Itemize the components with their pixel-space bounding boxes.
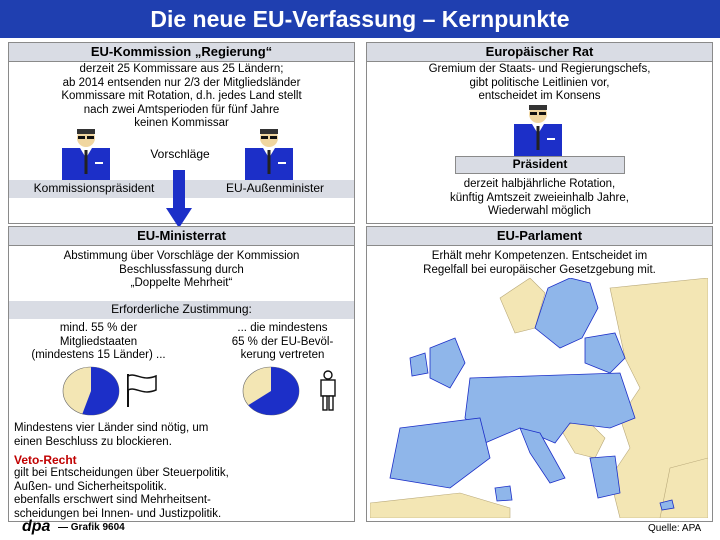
erforderlich-label: Erforderliche Zustimmung: [111,302,252,316]
ministerrat-header: EU-Ministerrat [9,227,354,246]
rat-praesident-text [367,178,712,219]
text-line: Abstimmung über Vorschläge der Kommission [63,250,300,262]
blocking-text [14,422,349,449]
grafik-label: — Grafik 9604 [58,522,125,533]
text-line: Wiederwahl möglich [488,205,591,217]
text-line: nach zwei Amtsperioden für fünf Jahre [83,103,280,116]
parlament-header: EU-Parlament [367,227,712,246]
text-line: kerung vertreten [240,349,325,361]
veto-title: Veto-Recht [14,453,77,467]
page-title: Die neue EU-Verfassung – Kernpunkte [150,6,570,32]
text-line: künftig Amtszeit zweieinhalb Jahre, [450,191,629,204]
text-line: Regelfall bei europäischer Gesetzgebung mit. [423,263,656,276]
parlament-text [367,250,712,277]
kommissionspraesident-figure-icon [62,128,110,180]
kommission-text [9,63,354,131]
text-line: „Doppelte Mehrheit“ [130,277,233,289]
rat-header: Europäischer Rat [367,43,712,62]
text-line: mind. 55 % der [59,322,138,334]
text-line: ab 2014 entsenden nur 2/3 der Mitgliedsländer [62,76,301,89]
text-line: derzeit 25 Kommissare aus 25 Ländern; [79,63,284,75]
text-line: scheidungen bei Innen- und Justizpolitik. [14,507,222,520]
text-line: (mindestens 15 Länder) ... [31,349,166,361]
text-line: Kommissare mit Rotation, d.h. jedes Land stellt [61,90,302,102]
text-line: derzeit halbjährliche Rotation, [463,178,616,190]
eu-uk [430,338,465,388]
eu-sardinia [495,486,512,501]
aussenminister-figure-icon [245,128,293,180]
aussenminister-label: EU-Außenminister [225,181,325,195]
eu-baltics [585,333,625,373]
rat-text [367,63,712,104]
flag-icon [124,372,160,408]
quelle-label: Quelle: APA [648,523,702,534]
text-line: ... die mindestens [237,322,328,334]
text-line: einen Beschluss zu blockieren. [14,435,172,448]
person-icon [316,370,340,412]
kommissionspraesident-label: Kommissionspräsident [33,181,155,195]
text-line: Außen- und Sicherheitspolitik. [14,480,167,493]
eu-iberia [390,418,490,488]
eu-greece [590,456,620,498]
rat-praesident-label: Präsident [512,157,568,171]
kommission-header: EU-Kommission „Regierung“ [9,43,354,62]
text-line: Erhält mehr Kompetenzen. Entscheidet im [431,250,648,262]
text-line: gibt politische Leitlinien vor, [469,76,610,89]
text-line: Mindestens vier Länder sind nötig, um [14,422,209,434]
ministerrat-text [9,250,354,291]
veto-text [14,467,349,521]
pie-mitgliedstaaten [62,366,120,416]
text-line: entscheidet im Konsens [478,90,601,102]
rat-praesident-figure-icon [514,104,562,156]
text-line: keinen Kommissar [134,117,229,129]
arrow-down-icon [166,170,192,228]
eu-ireland [410,353,428,376]
non-eu-north-africa [370,493,510,518]
europe-map [370,278,708,518]
text-line: gilt bei Entscheidungen über Steuerpolitik, [14,467,229,479]
vorschlaege-label: Vorschläge [150,147,210,161]
text-line: Gremium der Staats- und Regierungschefs, [428,63,651,75]
text-line: Mitgliedstaaten [59,335,138,348]
dpa-logo: dpa [22,518,51,535]
text-line: ebenfalls erschwert sind Mehrheitsent- [14,494,211,506]
bevoelkerung-text [200,322,365,363]
mitgliedstaaten-text [6,322,191,363]
eu-central [465,373,635,443]
pie-bevoelkerung [242,366,300,416]
text-line: 65 % der EU-Bevöl- [231,335,334,348]
text-line: Beschlussfassung durch [119,263,244,276]
